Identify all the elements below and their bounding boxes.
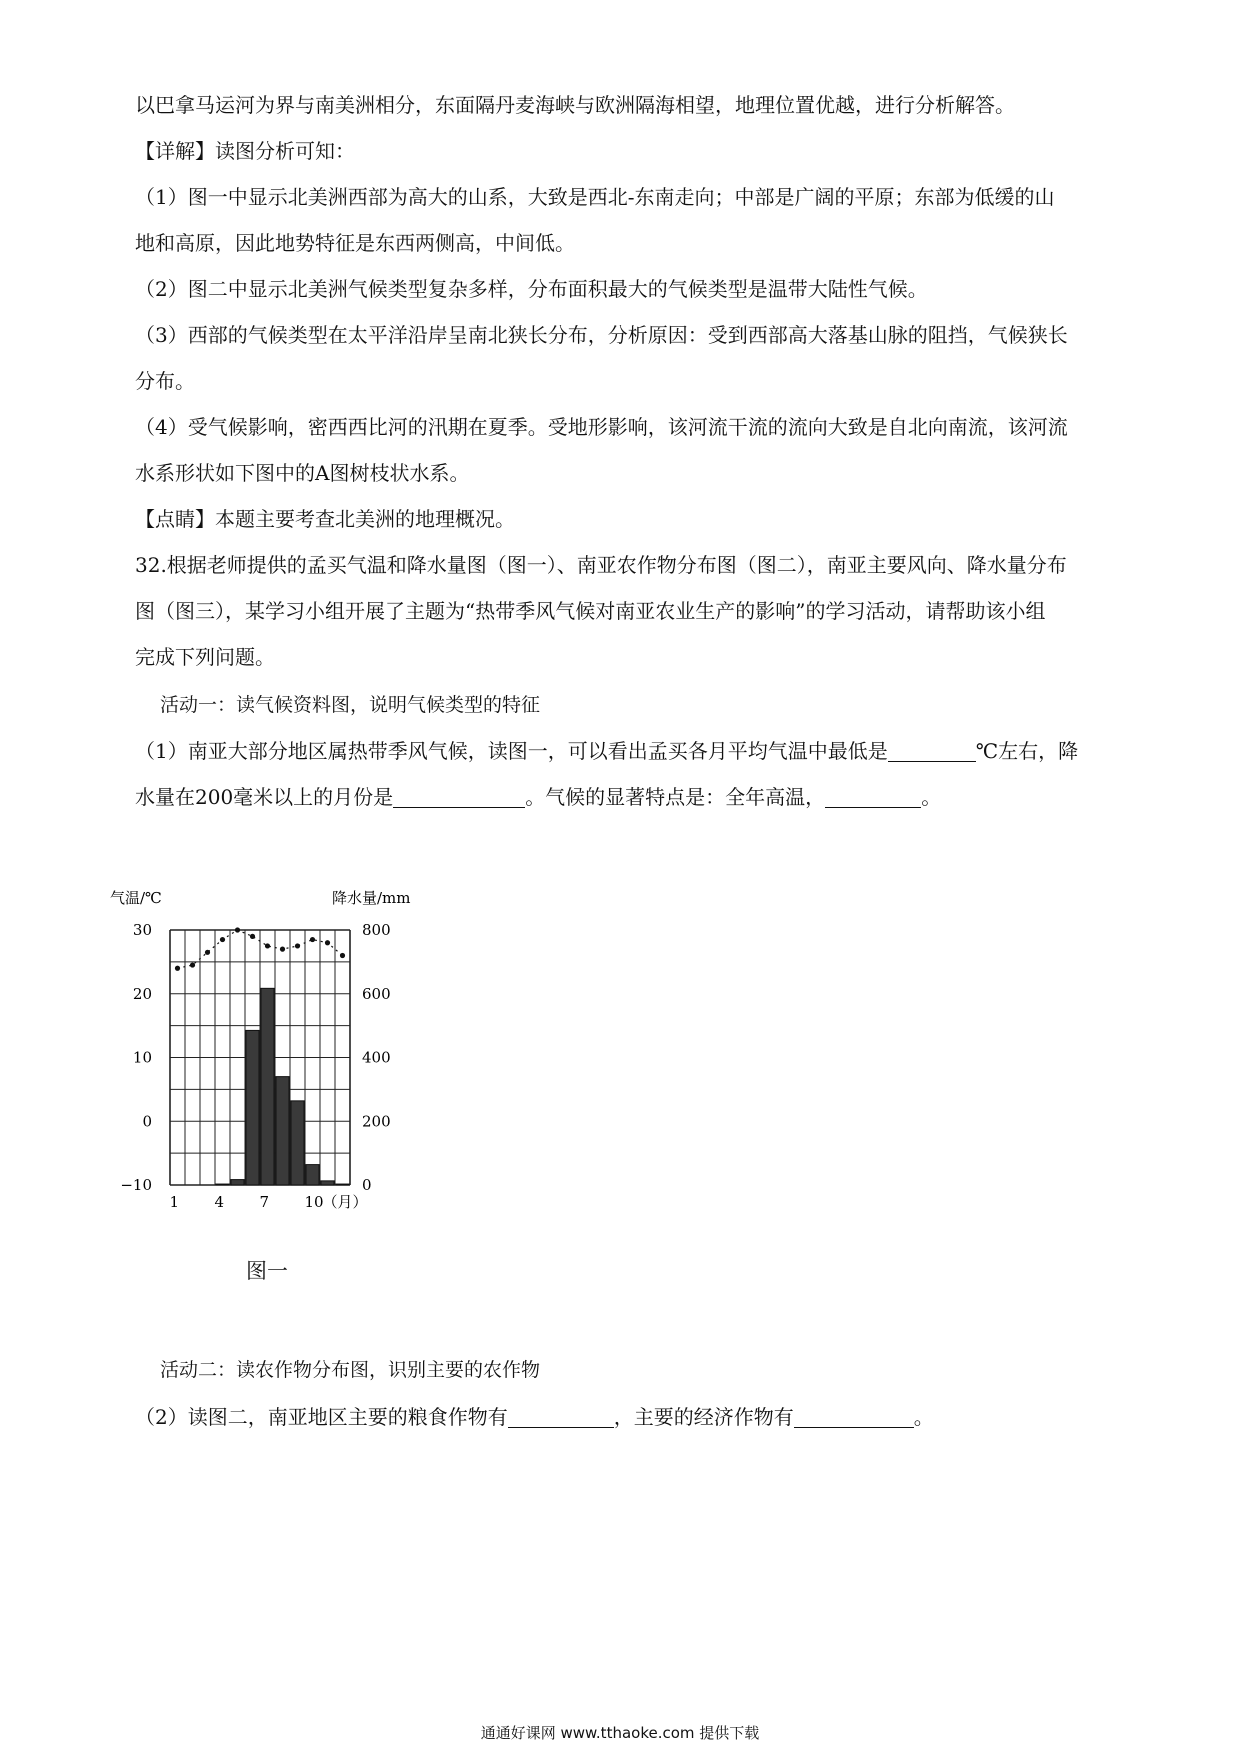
- question-1-line-1: （1）南亚大部分地区属热带季风气候，读图一，可以看出孟买各月平均气温中最低是 ℃左右，降: [135, 739, 1079, 763]
- chart-grid: [170, 930, 350, 1185]
- precip-tick-label: 400: [362, 1048, 391, 1067]
- answer-blank-climate-feature[interactable]: [825, 785, 921, 808]
- temp-tick-label: 20: [132, 984, 152, 1003]
- temp-point: [250, 934, 255, 939]
- precip-bar: [216, 1184, 229, 1185]
- month-tick-label: 4: [214, 1193, 225, 1211]
- text-line-1: 以巴拿马运河为界与南美洲相分，东面隔丹麦海峡与欧洲隔海相望，地理位置优越，进行分析解答。: [135, 93, 1015, 117]
- temp-tick-label: 0: [142, 1112, 152, 1131]
- answer-2: （2）图二中显示北美洲气候类型复杂多样，分布面积最大的气候类型是温带大陆性气候。: [135, 277, 928, 301]
- precip-tick-label: 800: [362, 921, 391, 939]
- answer-blank-food-crops[interactable]: [508, 1405, 614, 1428]
- answer-blank-lowest-temp[interactable]: [888, 739, 976, 762]
- precip-bar: [246, 1030, 259, 1185]
- detail-heading: 【详解】读图分析可知：: [135, 139, 355, 163]
- question-32-line-1: 32.根据老师提供的孟买气温和降水量图（图一）、南亚农作物分布图（图二），南亚主要风向、降水量分布: [135, 553, 1067, 577]
- temp-tick-label: −10: [120, 1176, 152, 1194]
- precip-bar: [276, 1077, 289, 1185]
- figure-caption: 图一: [246, 1259, 288, 1283]
- question-32-line-3: 完成下列问题。: [135, 645, 275, 669]
- answer-blank-rainy-months[interactable]: [393, 785, 525, 808]
- answer-blank-cash-crops[interactable]: [794, 1405, 914, 1428]
- precip-bar: [291, 1101, 304, 1185]
- precip-bar: [321, 1181, 334, 1185]
- activity-2-heading: 活动二：读农作物分布图，识别主要的农作物: [160, 1359, 541, 1381]
- month-tick-label: 1: [169, 1193, 180, 1211]
- month-tick-label: 7: [259, 1193, 270, 1211]
- month-tick-label: 10: [304, 1193, 324, 1211]
- comment-line: 【点睛】本题主要考查北美洲的地理概况。: [135, 507, 515, 531]
- page-footer: 通通好课网 www.tthaoke.com 提供下载: [480, 1724, 760, 1742]
- activity-1-heading: 活动一：读气候资料图，说明气候类型的特征: [160, 694, 541, 716]
- mumbai-climate-chart: [100, 885, 440, 1215]
- temp-tick-label: 30: [132, 921, 152, 939]
- question-2-line: （2）读图二，南亚地区主要的粮食作物有 ，主要的经济作物有 。: [135, 1405, 934, 1429]
- precip-bar: [231, 1180, 244, 1185]
- precip-bar: [261, 988, 274, 1185]
- question-32-line-2: 图（图三），某学习小组开展了主题为“热带季风气候对南亚农业生产的影响”的学习活动，请帮助该小组: [135, 599, 1046, 623]
- temp-point: [220, 937, 225, 942]
- precip-axis-label: 降水量/mm: [332, 889, 411, 907]
- question-1-line-2: 水量在200毫米以上的月份是 。气候的显著特点是：全年高温， 。: [135, 785, 942, 809]
- answer-1-line-2: 地和高原，因此地势特征是东西两侧高，中间低。: [135, 231, 575, 255]
- temp-point: [205, 950, 210, 955]
- temp-point: [340, 953, 345, 958]
- answer-1-line-1: （1）图一中显示北美洲西部为高大的山系，大致是西北-东南走向；中部是广阔的平原；东部为低缓的山: [135, 185, 1055, 209]
- answer-3-line-1: （3）西部的气候类型在太平洋沿岸呈南北狭长分布，分析原因：受到西部高大落基山脉的阻挡，气候狭长: [135, 323, 1068, 347]
- temp-point: [190, 962, 195, 967]
- month-unit-label: （月）: [322, 1193, 368, 1211]
- precip-bar: [306, 1165, 319, 1185]
- answer-4-line-2: 水系形状如下图中的A图树枝状水系。: [135, 461, 470, 485]
- temp-point: [235, 927, 240, 932]
- answer-3-line-2: 分布。: [135, 369, 195, 393]
- temp-point: [175, 966, 180, 971]
- precip-tick-label: 0: [362, 1176, 372, 1194]
- x-tick-labels: [170, 1193, 368, 1211]
- temp-point: [295, 943, 300, 948]
- temp-axis-label: 气温/℃: [110, 889, 162, 907]
- temp-tick-label: 10: [132, 1048, 152, 1067]
- temp-point: [325, 940, 330, 945]
- precip-bar: [336, 1184, 349, 1185]
- precip-bars: [216, 988, 349, 1185]
- temp-point: [310, 937, 315, 942]
- precip-tick-label: 600: [362, 984, 391, 1003]
- answer-4-line-1: （4）受气候影响，密西西比河的汛期在夏季。受地形影响，该河流干流的流向大致是自北向南流，该河流: [135, 415, 1068, 439]
- temp-point: [265, 943, 270, 948]
- precip-tick-label: 200: [362, 1112, 391, 1131]
- temp-point: [280, 947, 285, 952]
